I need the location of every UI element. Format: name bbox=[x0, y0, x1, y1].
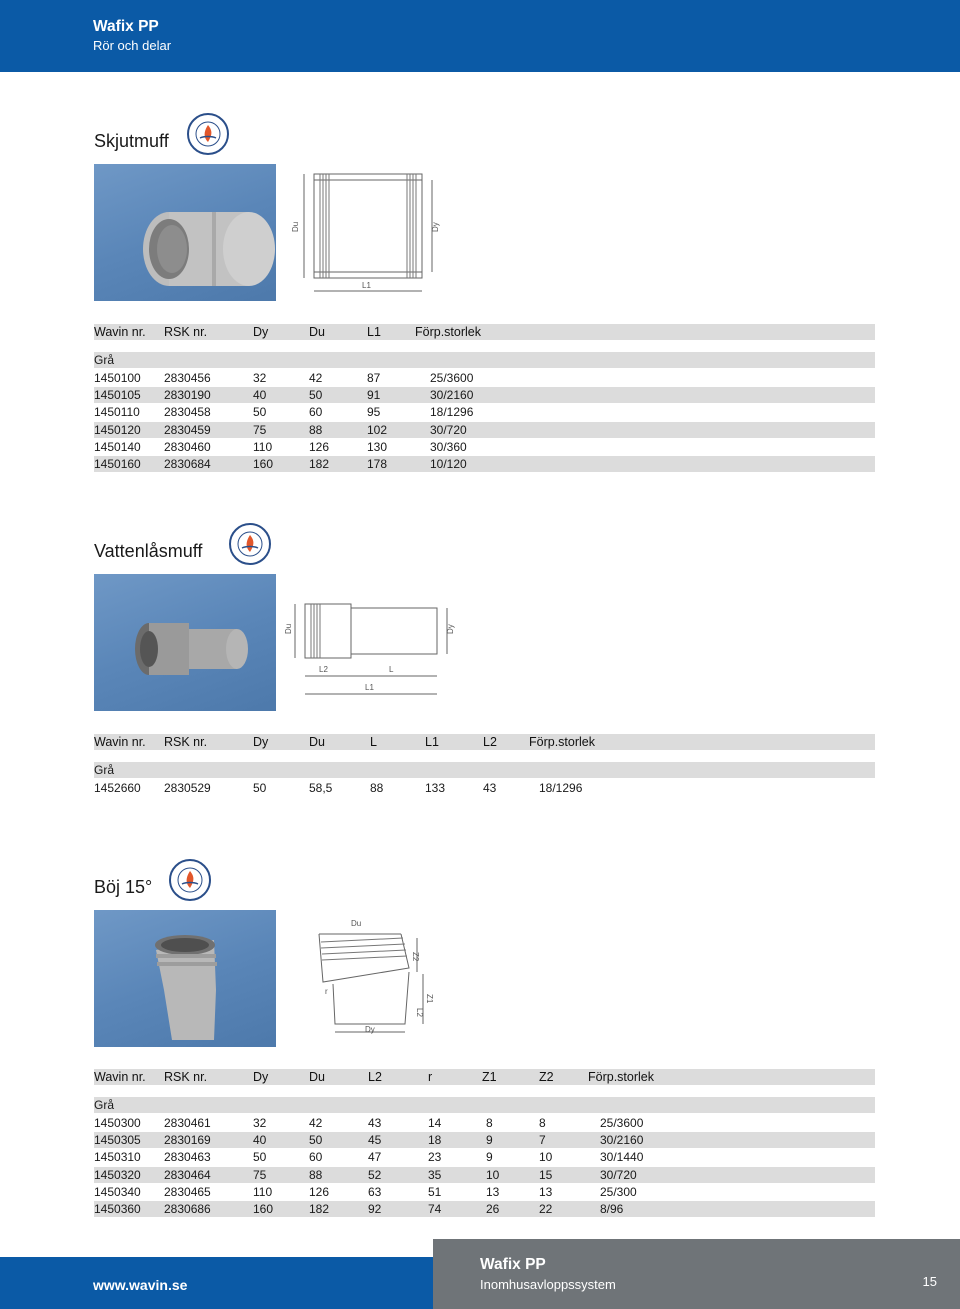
col-header: Du bbox=[309, 325, 325, 339]
table-cell: 1450300 bbox=[94, 1116, 141, 1130]
footer-left-bar bbox=[0, 1257, 433, 1309]
footer-url[interactable]: www.wavin.se bbox=[93, 1277, 188, 1293]
table-cell: 1450320 bbox=[94, 1167, 141, 1182]
col-header: RSK nr. bbox=[164, 735, 208, 749]
table-cell: 1450340 bbox=[94, 1184, 141, 1199]
table-cell: 40 bbox=[253, 1133, 267, 1148]
col-header: Wavin nr. bbox=[94, 325, 146, 339]
drawing-label: Du bbox=[291, 221, 300, 232]
table-cell: 1450105 bbox=[94, 388, 141, 403]
drawing-label: L1 bbox=[365, 683, 374, 692]
drawing-label: L1 bbox=[362, 281, 371, 290]
table-cell: 160 bbox=[253, 1202, 274, 1216]
table-cell: 1450100 bbox=[94, 371, 141, 385]
drawing-label: Du bbox=[351, 919, 362, 928]
table-cell: 13 bbox=[539, 1184, 553, 1199]
group-label: Grå bbox=[94, 1098, 115, 1112]
table-cell: 2830464 bbox=[164, 1167, 211, 1182]
drawing-label: Dy bbox=[365, 1025, 375, 1034]
table-row bbox=[94, 439, 875, 455]
table-cell: 10/120 bbox=[430, 457, 467, 471]
col-header: RSK nr. bbox=[164, 1070, 208, 1084]
table-row bbox=[94, 780, 875, 796]
table-cell: 1450120 bbox=[94, 422, 141, 437]
table-row bbox=[94, 1184, 875, 1200]
col-header: Dy bbox=[253, 1070, 269, 1084]
technical-drawing-vattenlasmuff bbox=[285, 598, 465, 704]
certification-badge-icon bbox=[186, 112, 230, 156]
table-cell: 26 bbox=[486, 1202, 500, 1216]
table-cell: 30/2160 bbox=[430, 388, 474, 403]
table-cell: 25/300 bbox=[600, 1184, 637, 1199]
table-header-row bbox=[94, 1069, 875, 1085]
drawing-label: r bbox=[325, 987, 328, 996]
table-cell: 182 bbox=[309, 1202, 330, 1216]
table-row bbox=[94, 404, 875, 420]
table-cell: 43 bbox=[483, 781, 497, 795]
table-cell: 1450110 bbox=[94, 405, 140, 420]
table-cell: 9 bbox=[486, 1133, 493, 1148]
certification-badge-icon bbox=[168, 858, 212, 902]
table-cell: 30/2160 bbox=[600, 1133, 644, 1148]
drawing-label: Dy bbox=[431, 222, 440, 232]
table-cell: 110 bbox=[253, 1184, 273, 1199]
section-title-skjutmuff: Skjutmuff bbox=[94, 131, 169, 151]
table-cell: 1450360 bbox=[94, 1202, 141, 1216]
table-cell: 74 bbox=[428, 1202, 442, 1216]
drawing-label: Z2 bbox=[411, 952, 420, 962]
col-header: Dy bbox=[253, 325, 269, 339]
table-cell: 1450310 bbox=[94, 1150, 141, 1165]
col-header: L1 bbox=[425, 735, 439, 749]
col-header: Förp.storlek bbox=[415, 325, 481, 339]
footer-right-bar bbox=[433, 1239, 960, 1309]
table-row bbox=[94, 1115, 875, 1131]
group-row bbox=[94, 1097, 875, 1113]
drawing-label: Dy bbox=[446, 624, 455, 634]
table-cell: 30/360 bbox=[430, 439, 467, 454]
drawing-label: Z1 bbox=[425, 994, 434, 1004]
table-cell: 126 bbox=[309, 439, 330, 454]
table-cell: 133 bbox=[425, 781, 446, 795]
table-cell: 178 bbox=[367, 457, 388, 471]
table-cell: 160 bbox=[253, 457, 274, 471]
table-cell: 1450305 bbox=[94, 1133, 141, 1148]
footer-brand: Wafix PP bbox=[480, 1256, 546, 1273]
col-header: RSK nr. bbox=[164, 325, 208, 339]
table-cell: 50 bbox=[309, 1133, 323, 1148]
table-cell: 18/1296 bbox=[539, 781, 583, 795]
table-cell: 9 bbox=[486, 1150, 493, 1165]
table-row bbox=[94, 1167, 875, 1183]
table-cell: 2830169 bbox=[164, 1133, 211, 1148]
table-cell: 2830461 bbox=[164, 1116, 211, 1130]
table-row bbox=[94, 1132, 875, 1148]
table-cell: 51 bbox=[428, 1184, 442, 1199]
table-cell: 88 bbox=[309, 422, 323, 437]
table-cell: 50 bbox=[309, 388, 323, 403]
table-cell: 30/720 bbox=[600, 1167, 637, 1182]
table-cell: 50 bbox=[253, 1150, 267, 1165]
table-cell: 92 bbox=[368, 1202, 382, 1216]
product-photo-vattenlasmuff bbox=[94, 574, 276, 711]
table-row bbox=[94, 370, 875, 386]
table-cell: 2830684 bbox=[164, 457, 211, 471]
table-cell: 7 bbox=[539, 1133, 546, 1148]
table-cell: 2830465 bbox=[164, 1184, 211, 1199]
col-header: Wavin nr. bbox=[94, 1070, 146, 1084]
col-header: Z2 bbox=[539, 1070, 554, 1084]
table-cell: 126 bbox=[309, 1184, 330, 1199]
table-cell: 10 bbox=[486, 1167, 500, 1182]
table-cell: 91 bbox=[367, 388, 381, 403]
footer-subtitle: Inomhusavloppssystem bbox=[480, 1277, 616, 1292]
table-cell: 25/3600 bbox=[430, 371, 474, 385]
table-cell: 50 bbox=[253, 405, 267, 420]
table-cell: 182 bbox=[309, 457, 330, 471]
table-cell: 110 bbox=[253, 439, 273, 454]
drawing-label: L2 bbox=[415, 1008, 424, 1017]
table-cell: 32 bbox=[253, 371, 267, 385]
table-cell: 1450160 bbox=[94, 457, 141, 471]
table-cell: 130 bbox=[367, 439, 388, 454]
col-header: L1 bbox=[367, 325, 381, 339]
table-cell: 52 bbox=[368, 1167, 382, 1182]
drawing-label: L bbox=[389, 665, 394, 674]
table-cell: 2830190 bbox=[164, 388, 211, 403]
col-header: Dy bbox=[253, 735, 269, 749]
table-cell: 43 bbox=[368, 1116, 382, 1130]
table-cell: 50 bbox=[253, 781, 267, 795]
certification-badge-icon bbox=[228, 522, 272, 566]
header-brand: Wafix PP bbox=[93, 18, 159, 35]
col-header: L2 bbox=[483, 735, 497, 749]
col-header: Z1 bbox=[482, 1070, 497, 1084]
table-cell: 42 bbox=[309, 371, 323, 385]
table-row bbox=[94, 1149, 875, 1165]
col-header: Du bbox=[309, 1070, 325, 1084]
section-title-boj-15: Böj 15° bbox=[94, 877, 153, 897]
table-cell: 88 bbox=[309, 1167, 323, 1182]
group-label: Grå bbox=[94, 763, 115, 777]
table-cell: 1452660 bbox=[94, 781, 141, 795]
table-cell: 30/720 bbox=[430, 422, 467, 437]
page-number: 15 bbox=[922, 1274, 937, 1289]
table-cell: 23 bbox=[428, 1150, 442, 1165]
drawing-label: Du bbox=[284, 623, 293, 634]
table-cell: 2830458 bbox=[164, 405, 211, 420]
header-bar bbox=[0, 0, 960, 72]
table-cell: 58,5 bbox=[309, 781, 333, 795]
table-row bbox=[94, 456, 875, 472]
table-cell: 22 bbox=[539, 1202, 553, 1216]
table-cell: 14 bbox=[428, 1116, 442, 1130]
table-cell: 10 bbox=[539, 1150, 553, 1165]
table-cell: 75 bbox=[253, 422, 267, 437]
table-cell: 1450140 bbox=[94, 439, 141, 454]
col-header: Förp.storlek bbox=[529, 735, 595, 749]
table-cell: 88 bbox=[370, 781, 384, 795]
group-row bbox=[94, 352, 875, 368]
table-row bbox=[94, 387, 875, 403]
header-subtitle: Rör och delar bbox=[93, 38, 172, 53]
table-cell: 2830456 bbox=[164, 371, 211, 385]
table-cell: 8/96 bbox=[600, 1202, 624, 1216]
table-cell: 30/1440 bbox=[600, 1150, 644, 1165]
table-cell: 63 bbox=[368, 1184, 382, 1199]
table-cell: 40 bbox=[253, 388, 267, 403]
section-title-vattenlasmuff: Vattenlåsmuff bbox=[94, 541, 203, 561]
table-cell: 2830460 bbox=[164, 439, 211, 454]
col-header: L bbox=[370, 735, 377, 749]
table-cell: 8 bbox=[486, 1116, 493, 1130]
table-cell: 60 bbox=[309, 405, 323, 420]
table-cell: 2830686 bbox=[164, 1202, 211, 1216]
table-cell: 25/3600 bbox=[600, 1116, 644, 1130]
table-cell: 45 bbox=[368, 1133, 382, 1148]
col-header: r bbox=[428, 1070, 433, 1084]
product-photo-boj-15 bbox=[94, 910, 276, 1047]
table-header-row bbox=[94, 324, 875, 340]
table-cell: 87 bbox=[367, 371, 381, 385]
table-cell: 32 bbox=[253, 1116, 267, 1130]
table-cell: 42 bbox=[309, 1116, 323, 1130]
table-cell: 35 bbox=[428, 1167, 442, 1182]
table-cell: 15 bbox=[539, 1167, 553, 1182]
product-photo-skjutmuff bbox=[94, 164, 276, 301]
group-label: Grå bbox=[94, 353, 115, 367]
drawing-label: L2 bbox=[319, 665, 328, 674]
col-header: L2 bbox=[368, 1070, 382, 1084]
table-cell: 13 bbox=[486, 1184, 500, 1199]
col-header: Wavin nr. bbox=[94, 735, 146, 749]
table-cell: 60 bbox=[309, 1150, 323, 1165]
table-cell: 8 bbox=[539, 1116, 546, 1130]
table-cell: 2830459 bbox=[164, 422, 211, 437]
table-header-row bbox=[94, 734, 875, 750]
technical-drawing-skjutmuff bbox=[290, 166, 450, 296]
col-header: Förp.storlek bbox=[588, 1070, 654, 1084]
table-cell: 18/1296 bbox=[430, 405, 474, 420]
table-row bbox=[94, 422, 875, 438]
table-cell: 18 bbox=[428, 1133, 442, 1148]
table-cell: 75 bbox=[253, 1167, 267, 1182]
table-cell: 47 bbox=[368, 1150, 382, 1165]
technical-drawing-boj-15 bbox=[305, 912, 445, 1038]
table-row bbox=[94, 1201, 875, 1217]
table-cell: 2830463 bbox=[164, 1150, 211, 1165]
table-cell: 2830529 bbox=[164, 781, 211, 795]
col-header: Du bbox=[309, 735, 325, 749]
group-row bbox=[94, 762, 875, 778]
table-cell: 102 bbox=[367, 422, 388, 437]
table-cell: 95 bbox=[367, 405, 381, 420]
